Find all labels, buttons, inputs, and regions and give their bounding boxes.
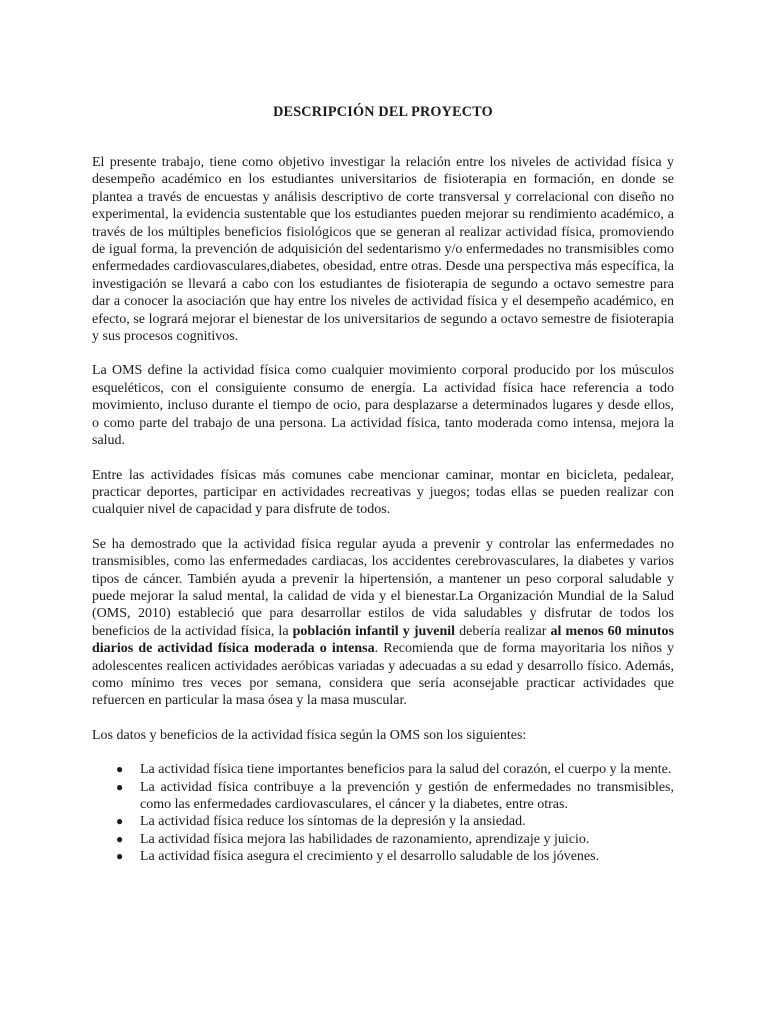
list-item	[92, 848, 674, 865]
bullet-icon: ●	[116, 814, 124, 829]
bullet-icon: ●	[116, 762, 124, 777]
paragraph-project-objective: El presente trabajo, tiene como objetivo investigar la relación entre los niveles de actividad física y desempeño académico en los estudiantes universitarios de fisioterapia en formación, en donde se plantea a través de encuestas y análisis descriptivo de corte transversal y correlacional con diseño no experimental, la evidencia sustentable que los estudiantes pueden mejorar su rendimiento académico, a través de los múltiples beneficios fisiológicos que se generan al realizar actividad física, promoviendo de igual forma, la prevención de adquisición del sedentarismo y/o enfermedades no transmisibles como enfermedades cardiovasculares,diabetes, obesidad, entre otras. Desde una perspectiva más específica, la investigación se llevará a cabo con los estudiantes de fisioterapia de segundo a octavo semestre para dar a conocer la asociación que hay entre los niveles de actividad física y el desempeño académico, en efecto, se logrará mejorar el bienestar de los universitarios de segundo a octavo semestre de fisioterapia y sus procesos cognitivos.	[92, 155, 674, 345]
list-item-text: La actividad física tiene importantes beneficios para la salud del corazón, el cuerpo y la mente.	[140, 762, 672, 778]
paragraph-oms-definition: La OMS define la actividad física como cualquier movimiento corporal producido por los músculos esqueléticos, con el consiguiente consumo de energía. La actividad física hace referencia a todo movimiento, incluso durante el tiempo de ocio, para desplazarse a determinados lugares y desde ellos, o como parte del trabajo de una persona. La actividad física, tanto moderada como intensa, mejora la salud.	[92, 363, 674, 449]
list-item	[92, 813, 674, 830]
paragraph-text-segment: debería realizar	[455, 623, 551, 639]
paragraph-text-segment: Se ha demostrado que la actividad física regular ayuda a prevenir y controlar las enfermedades no transmisibles, como las enfermedades cardiacas, los accidentes cerebrovasculares, la diabetes y varios tipos de cáncer. También ayuda a prevenir la hipertensión, a mantener un peso corporal saludable y puede mejorar la salud mental, la calidad de vida y el bienestar.La Organización Mundial de la Salud (OMS, 2010) estableció que para desarrollar estilos de vida saludables y disfrutar de todos los beneficios de la actividad física, la	[92, 536, 674, 639]
list-item	[92, 779, 674, 814]
document-title: DESCRIPCIÓN DEL PROYECTO	[273, 104, 493, 120]
paragraph-benefits-recommendation	[92, 536, 674, 710]
list-item-text: La actividad física contribuye a la prevención y gestión de enfermedades no transmisibles, como las enfermedades cardiovasculares, el cáncer y la diabetes, entre otras.	[140, 779, 674, 812]
benefits-list	[92, 761, 674, 865]
paragraph-common-activities: Entre las actividades físicas más comunes cabe mencionar caminar, montar en bicicleta, pedalear, practicar deportes, participar en actividades recreativas y juegos; todas ellas se pueden realizar con cualquier nivel de capacidad y para disfrute de todos.	[92, 467, 674, 518]
list-item-text: La actividad física mejora las habilidades de razonamiento, aprendizaje y juicio.	[140, 831, 590, 847]
paragraph-list-intro: Los datos y beneficios de la actividad física según la OMS son los siguientes:	[92, 727, 527, 743]
bullet-icon: ●	[116, 831, 124, 846]
paragraph-text-segment: . Recomienda que de forma mayoritaria los niños y adolescentes realicen actividades aeróbicas variadas y adecuadas a su edad y desarrollo físico. Además, como mínimo tres veces por semana, considera que sería aconsejable practicar actividades que refuercen en particular la masa ósea y la masa muscular.	[92, 641, 674, 709]
bullet-icon: ●	[116, 779, 124, 794]
bullet-icon: ●	[116, 849, 124, 864]
document-page	[92, 0, 674, 866]
bold-activity-recommendation: al menos 60 minutos diarios de actividad física moderada o intensa	[92, 623, 674, 657]
list-item-text: La actividad física asegura el crecimiento y el desarrollo saludable de los jóvenes.	[140, 849, 600, 865]
list-item	[92, 761, 674, 778]
list-item	[92, 831, 674, 848]
list-item-text: La actividad física reduce los síntomas de la depresión y la ansiedad.	[140, 814, 526, 830]
bold-target-population: población infantil y juvenil	[292, 623, 456, 639]
